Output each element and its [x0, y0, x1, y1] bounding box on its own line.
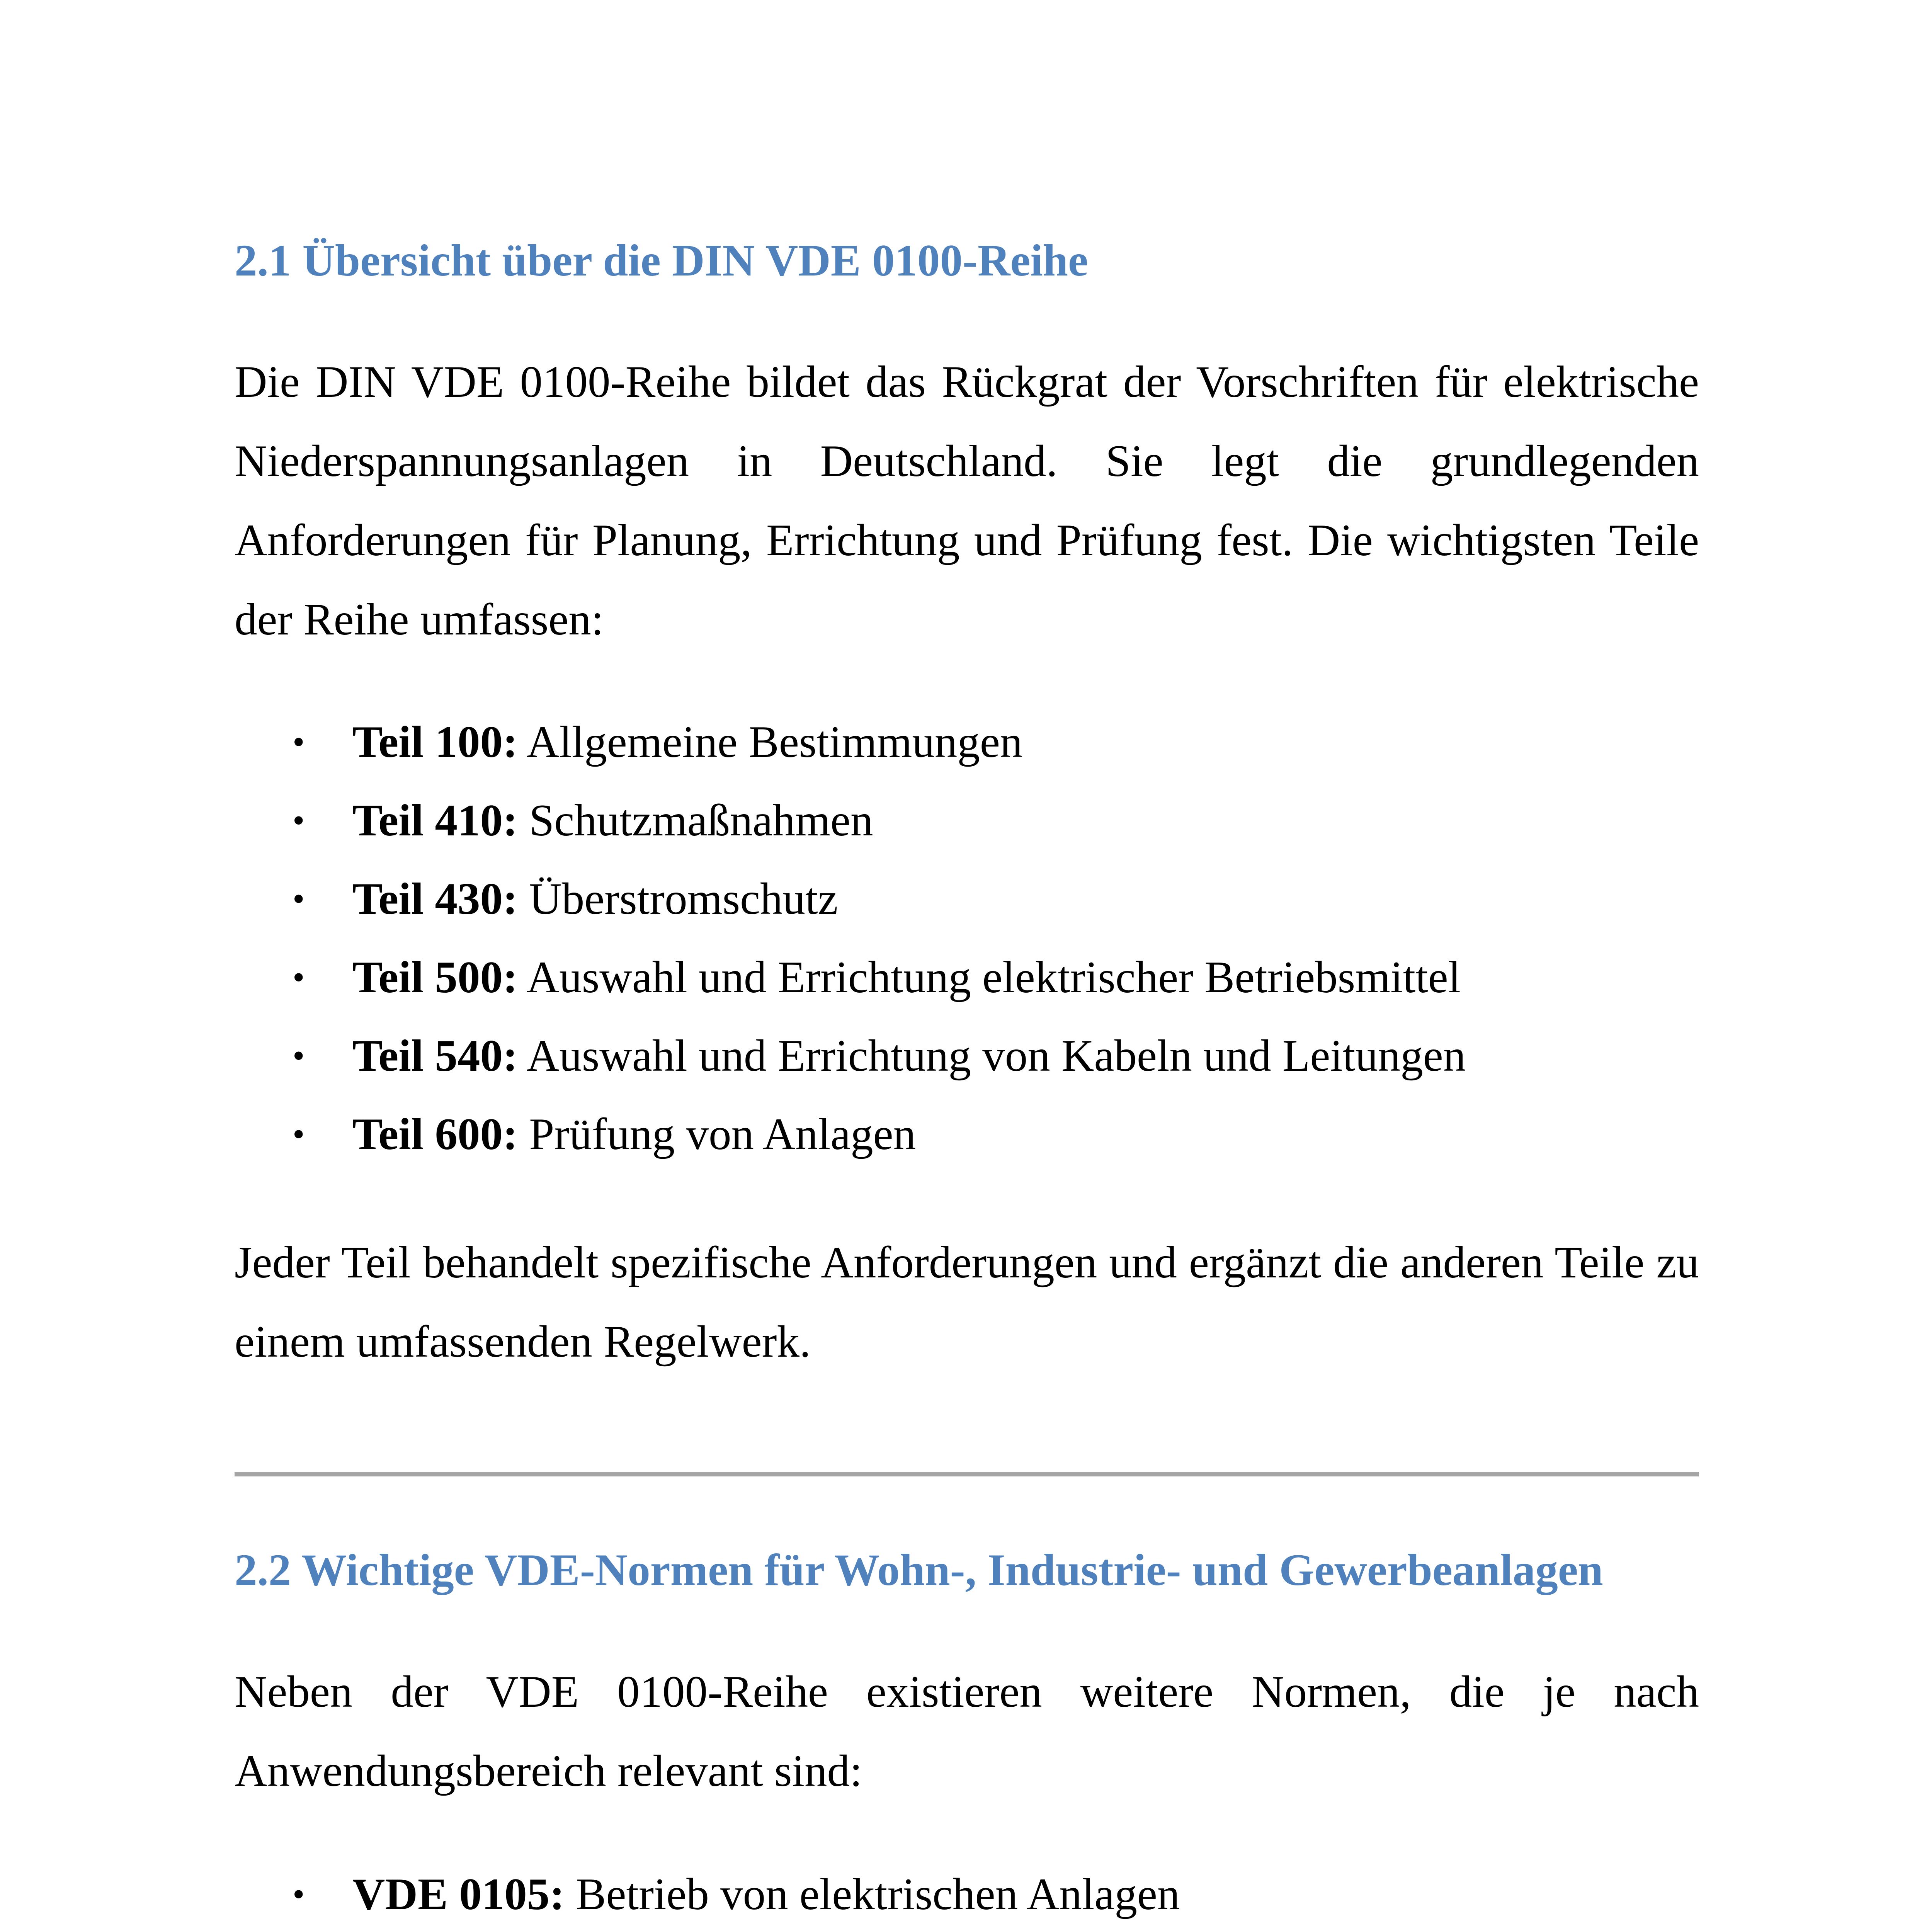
section-2-1-outro-paragraph: Jeder Teil behandelt spezifische Anforderungen und ergänzt die anderen Teile zu einem umfassenden Regelwerk.: [235, 1238, 1699, 1367]
bullet-icon: •: [293, 880, 305, 918]
list-item-key: Teil 410:: [352, 796, 518, 845]
bullet-icon: •: [293, 801, 305, 840]
section-2-2-intro-paragraph: Neben der VDE 0100-Reihe existieren weitere Normen, die je nach Anwendungsbereich relevant sind:: [235, 1667, 1699, 1796]
list-item-text: Allgemeine Bestimmungen: [517, 717, 1023, 767]
section-2-2-list: [235, 1855, 1699, 1932]
list-item-key: Teil 500:: [352, 952, 518, 1002]
list-item: [235, 860, 1699, 938]
section-2-1-list: [235, 703, 1699, 1173]
list-item-key: Teil 600:: [352, 1109, 518, 1159]
list-item: [235, 1095, 1699, 1173]
section-heading-2-1: 2.1 Übersicht über die DIN VDE 0100-Reihe: [235, 236, 1088, 286]
list-item-text: Überstromschutz: [517, 874, 838, 924]
section-2-1-intro-paragraph: Die DIN VDE 0100-Reihe bildet das Rückgrat der Vorschriften für elektrische Niederspannungsanlagen in Deutschland. Sie legt die grundlegenden Anforderungen für Planung, Errichtung und Prüfung fest. Die wichtigsten Teile der Reihe umfassen:: [235, 357, 1699, 645]
list-item-text: Auswahl und Errichtung elektrischer Betriebsmittel: [517, 952, 1461, 1002]
list-item-key: Teil 100:: [352, 717, 518, 767]
list-item: [235, 938, 1699, 1017]
bullet-icon: •: [293, 723, 305, 761]
bullet-icon: •: [293, 1037, 305, 1075]
bullet-icon: •: [293, 1875, 305, 1913]
section-heading-2-2: 2.2 Wichtige VDE-Normen für Wohn-, Industrie- und Gewerbeanlagen: [235, 1545, 1603, 1595]
list-item: [235, 1017, 1699, 1095]
list-item-key: Teil 430:: [352, 874, 518, 924]
list-item-text: Betrieb von elektrischen Anlagen: [565, 1869, 1180, 1919]
section-divider: [235, 1472, 1699, 1476]
list-item-key: VDE 0105:: [352, 1869, 565, 1919]
bullet-icon: •: [293, 958, 305, 997]
bullet-icon: •: [293, 1115, 305, 1153]
list-item-text: Auswahl und Errichtung von Kabeln und Leitungen: [517, 1031, 1466, 1081]
list-item: [235, 1855, 1699, 1932]
list-item: [235, 781, 1699, 860]
list-item-text: Schutzmaßnahmen: [517, 796, 873, 845]
list-item: [235, 703, 1699, 781]
list-item-key: Teil 540:: [352, 1031, 518, 1081]
list-item-text: Prüfung von Anlagen: [517, 1109, 916, 1159]
